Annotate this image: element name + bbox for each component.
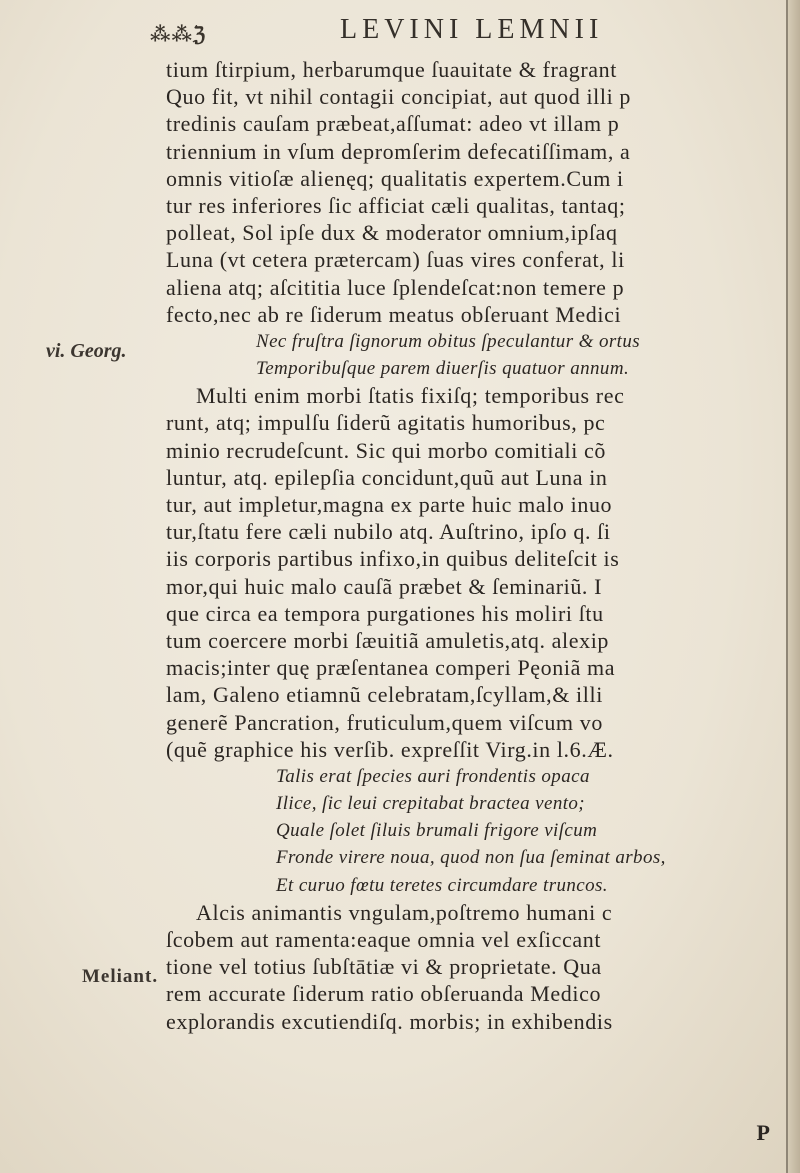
text-line: lam, Galeno etiamnũ celebratam,ſcyllam,& illi [166,682,603,708]
text-line: Luna (vt cetera prætercam) ſuas vires conferat, li [166,247,625,273]
text-line: fecto,nec ab re ſiderum meatus obſeruant Medici [166,301,622,327]
page-number-mark: ⁂⁂ℨ [150,22,207,46]
verse-line: Et curuo fœtu teretes circumdare truncos. [276,874,608,896]
text-line: ſcobem aut ramenta:eaque omnia vel exſiccant [166,927,602,952]
verse-line: Fronde virere noua, quod non ſua ſeminat arbos, [276,847,666,869]
text-line: mor,qui huic malo cauſã præbet & ſeminariũ. I [166,573,603,599]
text-line: iis corporis partibus infixo,in quibus deliteſcit is [166,546,620,572]
text-line: Multi enim morbi ſtatis fixiſq; temporibus rec [196,383,625,409]
margin-note-meliant: Meliant. [82,966,159,987]
text-line: rem accurate ſiderum ratio obſeruanda Medico [166,981,602,1007]
verse-line: Ilice, ſic leui crepitabat bractea vento; [276,793,586,815]
text-line: que circa ea tempora purgationes his moliri ſtu [166,600,604,626]
running-head: LEVINI LEMNII [340,14,604,45]
text-line: polleat, Sol ipſe dux & moderator omnium,ipſaq [166,220,618,246]
text-line: omnis vitioſæ alienęq; qualitatis expertem.Cum i [166,165,624,191]
verse-line: Nec fruſtra ſignorum obitus ſpeculantur & ortus [256,330,641,352]
text-line: generẽ Pancration, fruticulum,quem viſcum vo [166,709,603,735]
text-line: tum coercere morbi ſæuitiã amuletis,atq. alexip [166,627,610,653]
verse-line: Quale ſolet ſiluis brumali frigore viſcum [276,820,598,842]
text-line: tur res inferiores ſic afficiat cæli qualitas, tantaq; [166,192,626,218]
verse-line: Temporibuſque parem diuerſis quatuor annum. [256,358,630,380]
text-line: Alcis animantis vngulam,poſtremo humani c [196,899,613,925]
catchword: P [756,1120,770,1145]
text-line: aliena atq; aſcititia luce ſplendeſcat:non temere p [166,274,625,300]
text-line: luntur, atq. epilepſia concidunt,quũ aut Luna in [166,464,608,490]
main-text-block [166,56,790,1035]
text-line: macis;inter quę præſentanea comperi Pęoniã ma [166,655,616,681]
text-line: runt, atq; impulſu ſiderũ agitatis humoribus, pc [166,410,606,436]
margin-note-georg: vi. Georg. [46,340,127,362]
text-line: tione vel totius ſubſtātiæ vi & proprietate. Qua [166,954,602,980]
text-line: tur,ſtatu fere cæli nubilo atq. Auſtrino, ipſo q. ſi [166,519,611,545]
text-line: minio recrudeſcunt. Sic qui morbo comitiali cõ [166,437,607,463]
text-line: triennium in vſum depromſerim defecatiſſimam, a [166,138,631,164]
text-line: tur, aut impletur,magna ex parte huic malo inuo [166,492,613,517]
verse-line: Talis erat ſpecies auri frondentis opaca [276,765,590,787]
text-line: (quẽ graphice his verſib. expreſſit Virg.in l.6.Æ. [166,736,614,762]
text-line: explorandis excutiendiſq. morbis; in exhibendis [166,1008,613,1034]
text-line: tium ſtirpium, herbarumque ſuauitate & fragrant [166,57,617,82]
text-line: tredinis cauſam præbeat,aſſumat: adeo vt illam p [166,111,620,137]
text-line: Quo fit, vt nihil contagii concipiat, aut quod illi p [166,84,632,110]
